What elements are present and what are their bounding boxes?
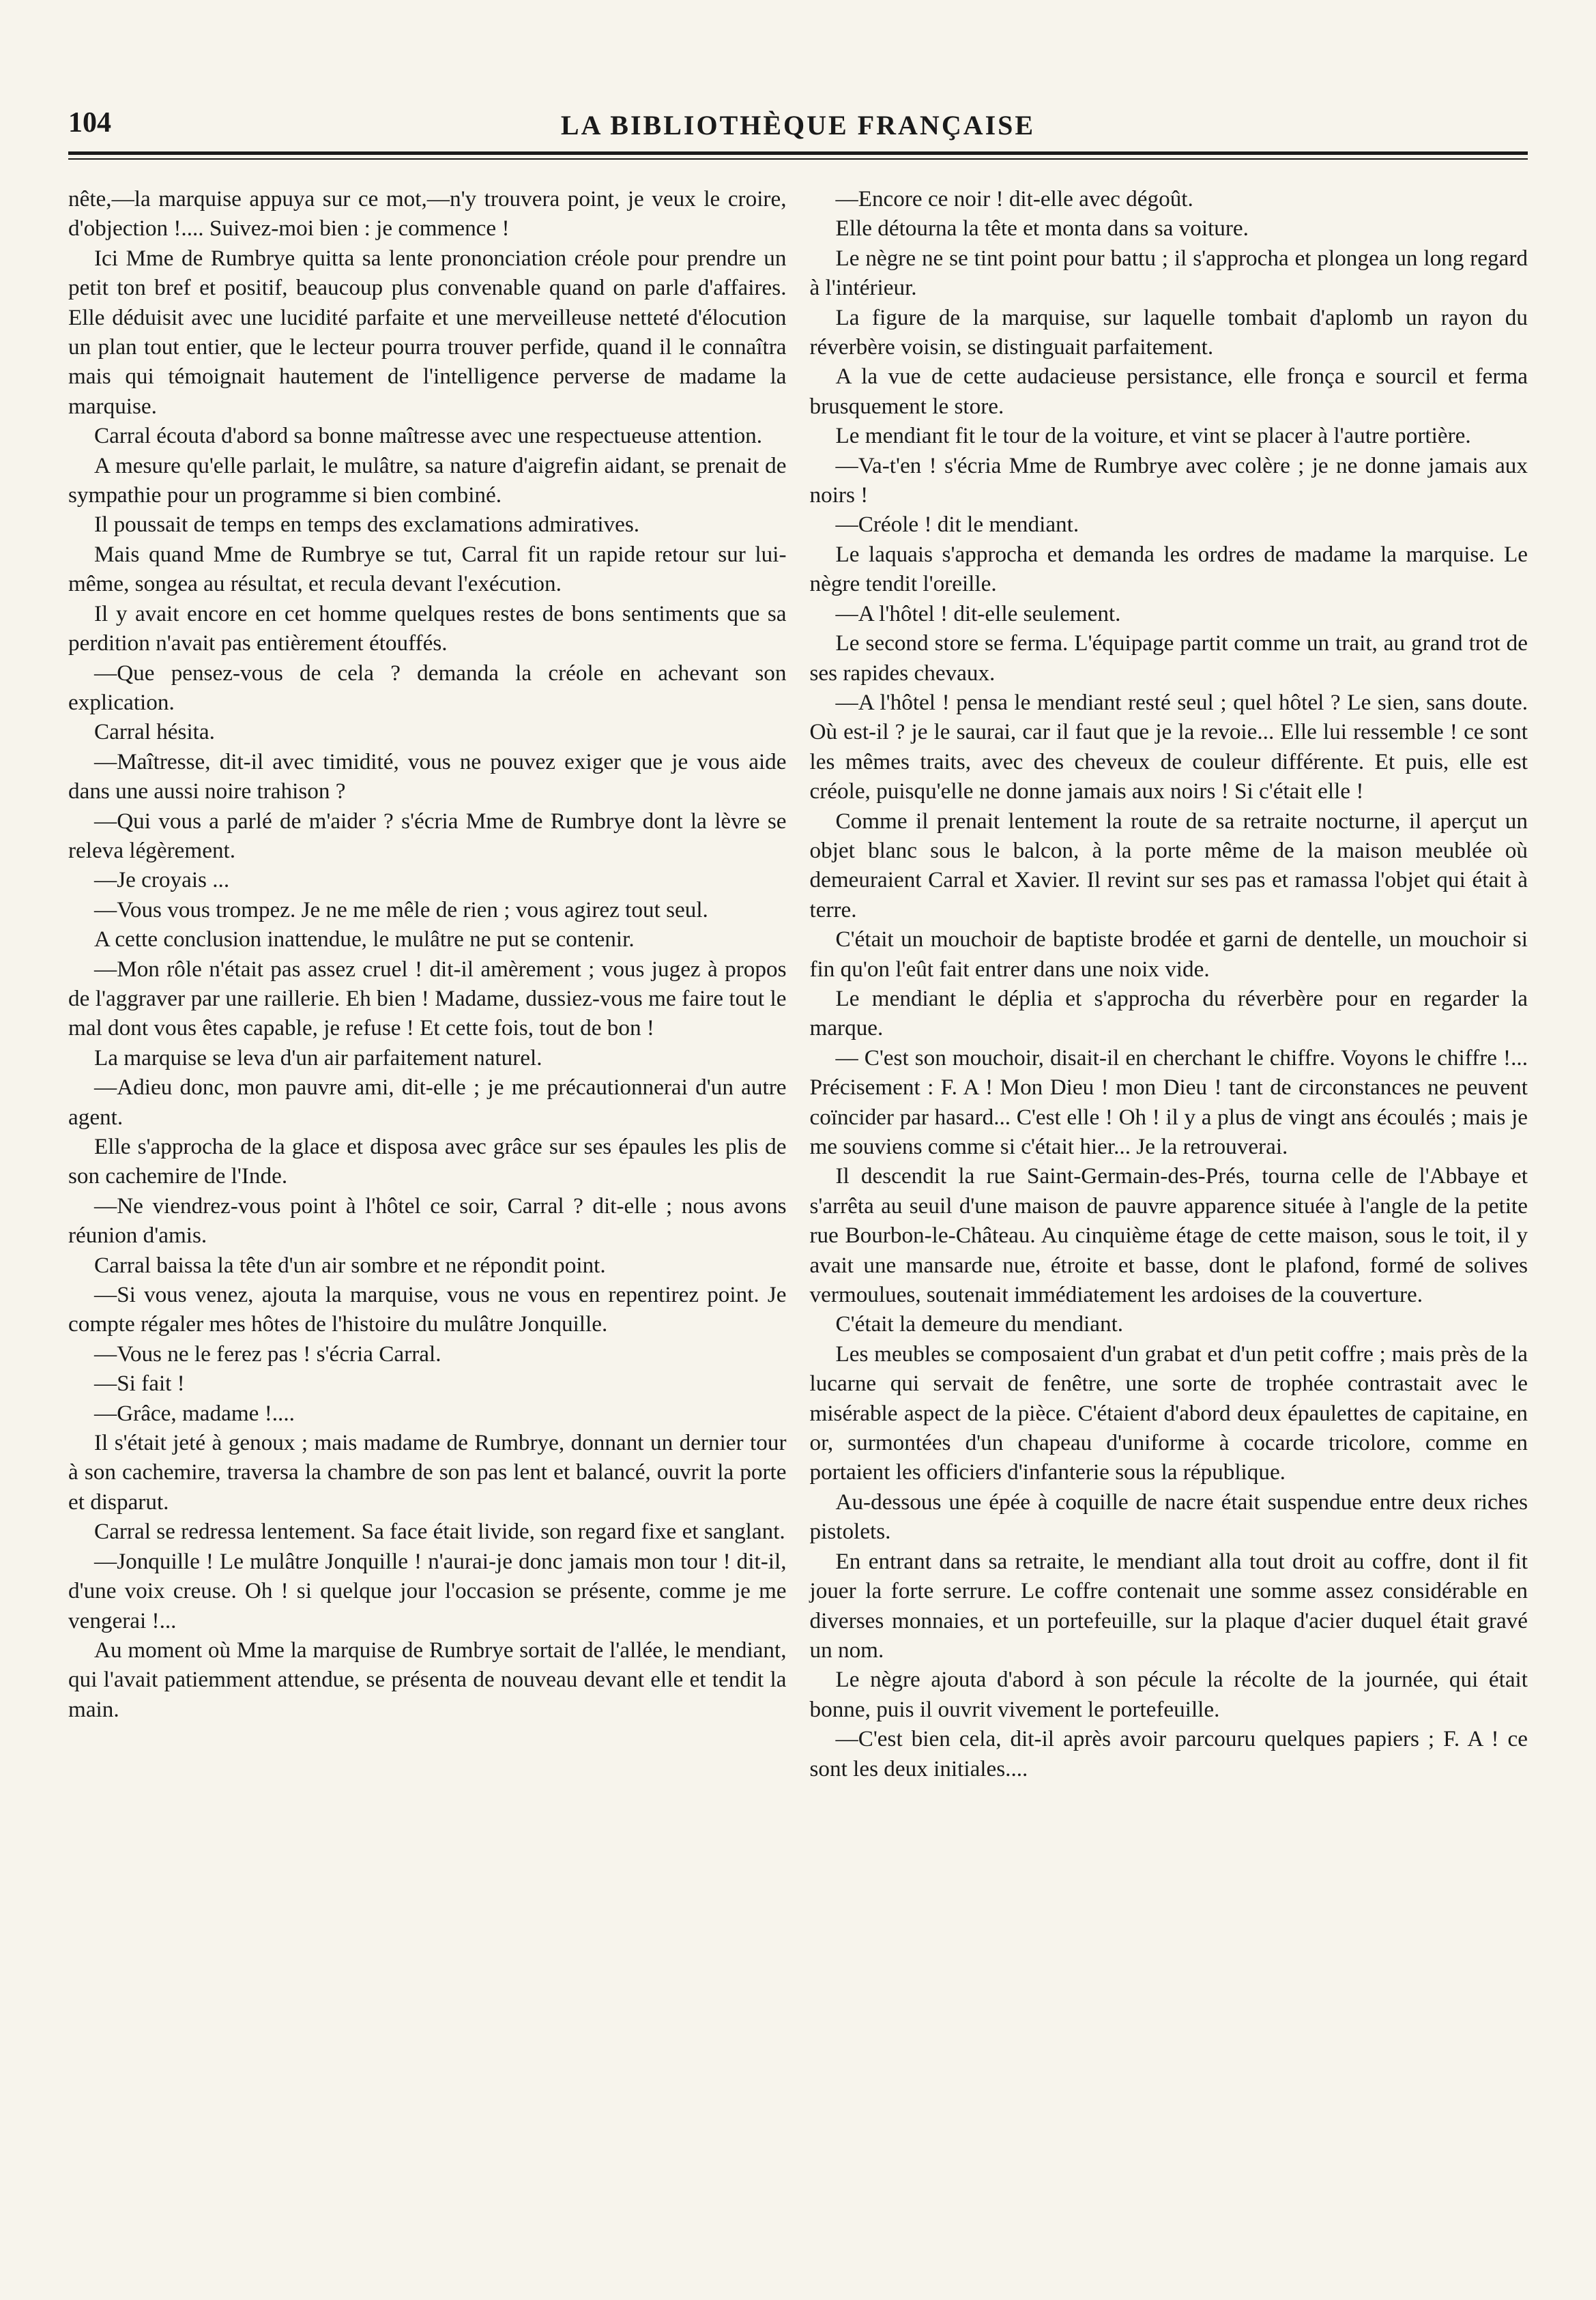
right-column — [810, 184, 1528, 1784]
paragraph: Comme il prenait lentement la route de sa retraite nocturne, il aperçut un objet blanc sous le balcon, à la porte même de la maison meublée où demeuraient Carral et Xavier. Il revint sur ses pas et ramassa l'objet qui était à terre. — [809, 808, 1528, 922]
paragraph: Carral hésita. — [94, 719, 215, 745]
paragraph: Le nègre ne se tint point pour battu ; il s'approcha et plongea un long regard à l'intérieur. — [809, 245, 1528, 301]
paragraph: Mais quand Mme de Rumbrye se tut, Carral fit un rapide retour sur lui-même, songea au résultat, et recula devant l'exécution. — [68, 541, 787, 597]
paragraph: —Je croyais ... — [94, 867, 230, 893]
paragraph: —Ne viendrez-vous point à l'hôtel ce soir, Carral ? dit-elle ; nous avons réunion d'amis. — [68, 1193, 787, 1249]
paragraph: —A l'hôtel ! pensa le mendiant resté seul ; quel hôtel ? Le sien, sans doute. Où est-il ? je le saurai, car il faut que je la revoie... Elle lui ressemble ! ce sont les mêmes traits, avec des cheveux de couleur différente. Et puis, elle est créole, puisqu'elle ne donne jamais aux noirs ! Si c'était elle ! — [809, 689, 1528, 804]
header-rule-thin — [68, 158, 1528, 160]
paragraph: —Adieu donc, mon pauvre ami, dit-elle ; je me précautionnerai d'un autre agent. — [68, 1075, 787, 1130]
paragraph: A mesure qu'elle parlait, le mulâtre, sa nature d'aigrefin aidant, se prenait de sympathie pour un programme si bien combiné. — [68, 452, 787, 508]
paragraph: —Mon rôle n'était pas assez cruel ! dit-il amèrement ; vous jugez à propos de l'aggraver par une raillerie. Eh bien ! Madame, dussiez-vous me faire tout le mal dont vous êtes capable, je refuse ! Et cette fois, tout de bon ! — [68, 956, 787, 1041]
paragraph: A la vue de cette audacieuse persistance, elle fronça e sourcil et ferma brusquement le store. — [809, 364, 1528, 419]
paragraph: —Vous vous trompez. Je ne me mêle de rien ; vous agirez tout seul. — [94, 897, 708, 922]
paragraph: Il y avait encore en cet homme quelques restes de bons sentiments que sa perdition n'avait pas entièrement étouffés. — [68, 600, 787, 656]
paragraph: Carral se redressa lentement. Sa face était livide, son regard fixe et sanglant. — [94, 1519, 785, 1545]
paragraph: Le mendiant le déplia et s'approcha du réverbère pour en regarder la marque. — [809, 985, 1528, 1041]
paragraph: nête,—la marquise appuya sur ce mot,—n'y trouvera point, je veux le croire, d'objection !.... Suivez-moi bien : je commence ! — [68, 186, 787, 242]
paragraph: A cette conclusion inattendue, le mulâtre ne put se contenir. — [94, 927, 635, 952]
paragraph: Les meubles se composaient d'un grabat et d'un petit coffre ; mais près de la lucarne qui servait de fenêtre, une sorte de trophée contrastait avec le misérable aspect de la pièce. C'étaient d'abord deux épaulettes de capitaine, en or, surmontées d'un chapeau d'uniforme à cocarde tricolore, comme en portaient les officiers d'infanterie sous la république. — [809, 1341, 1528, 1485]
paragraph: La figure de la marquise, sur laquelle tombait d'aplomb un rayon du réverbère voisin, se distinguait parfaitement. — [809, 304, 1528, 360]
paragraph: Le nègre ajouta d'abord à son pécule la récolte de la journée, qui était bonne, puis il ouvrit vivement le portefeuille. — [809, 1667, 1528, 1722]
paragraph: —Jonquille ! Le mulâtre Jonquille ! n'aurai-je donc jamais mon tour ! dit-il, d'une voix creuse. Oh ! si quelque jour l'occasion se présente, comme je me vengerai !... — [68, 1548, 787, 1633]
paragraph: La marquise se leva d'un air parfaitement naturel. — [94, 1045, 542, 1071]
paragraph: Ici Mme de Rumbrye quitta sa lente prononciation créole pour prendre un petit ton bref et positif, beaucoup plus convenable quand on parle d'affaires. Elle déduisit avec une lucidité parfaite et une merveilleuse netteté d'élocution un plan tout entier, que le lecteur pourra trouver perfide, quand il le connaîtra mais qui témoignait hautement de l'intelligence perverse de madame la marquise. — [68, 245, 787, 419]
paragraph: —Encore ce noir ! dit-elle avec dégoût. — [835, 186, 1193, 212]
paragraph: —Si vous venez, ajouta la marquise, vous ne vous en repentirez point. Je compte régaler mes hôtes de l'histoire du mulâtre Jonquille. — [68, 1282, 787, 1337]
paragraph: Le mendiant fit le tour de la voiture, et vint se placer à l'autre portière. — [835, 423, 1471, 449]
paragraph: Au moment où Mme la marquise de Rumbrye sortait de l'allée, le mendiant, qui l'avait patiemment attendue, se présenta de nouveau devant elle et tendit la main. — [68, 1637, 787, 1722]
paragraph: —Si fait ! — [94, 1371, 185, 1397]
page-number: 104 — [68, 107, 111, 139]
paragraph: En entrant dans sa retraite, le mendiant alla tout droit au coffre, dont il fit jouer la forte serrure. Le coffre contenait une somme assez considérable en diverses monnaies, et un portefeuille, sur la plaque d'acier duquel était gravé un nom. — [809, 1548, 1528, 1663]
paragraph: Il poussait de temps en temps des exclamations admiratives. — [94, 512, 640, 538]
page-header — [68, 102, 1528, 147]
paragraph: Carral baissa la tête d'un air sombre et ne répondit point. — [94, 1252, 606, 1278]
paragraph: Il s'était jeté à genoux ; mais madame de Rumbrye, donnant un dernier tour à son cachemire, traversa la chambre de son pas lent et balancé, ouvrit la porte et disparut. — [68, 1430, 787, 1515]
paragraph: Le second store se ferma. L'équipage partit comme un trait, au grand trot de ses rapides chevaux. — [809, 630, 1528, 686]
running-title: LA BIBLIOTHÈQUE FRANÇAISE — [560, 109, 1036, 141]
paragraph: — C'est son mouchoir, disait-il en cherchant le chiffre. Voyons le chiffre !... Précisement : F. A ! Mon Dieu ! mon Dieu ! tant de circonstances ne peuvent coïncider par hasard... C'est elle ! Oh ! il y a plus de vingt ans écoulés ; mais je me souviens comme si c'était hier... Je la retrouverai. — [809, 1045, 1528, 1159]
text-columns — [68, 184, 1528, 1784]
paragraph: —C'est bien cela, dit-il après avoir parcouru quelques papiers ; F. A ! ce sont les deux initiales.... — [809, 1726, 1528, 1781]
paragraph: —Va-t'en ! s'écria Mme de Rumbrye avec colère ; je ne donne jamais aux noirs ! — [809, 452, 1528, 508]
paragraph: C'était un mouchoir de baptiste brodée et garni de dentelle, un mouchoir si fin qu'on l'eût fait entrer dans une noix vide. — [809, 927, 1528, 982]
paragraph: Le laquais s'approcha et demanda les ordres de madame la marquise. Le nègre tendit l'oreille. — [809, 541, 1528, 597]
paragraph: —Maîtresse, dit-il avec timidité, vous ne pouvez exiger que je vous aide dans une aussi noire trahison ? — [68, 748, 787, 804]
paragraph: —Créole ! dit le mendiant. — [835, 512, 1079, 538]
header-rule-thick — [68, 151, 1528, 155]
paragraph: Au-dessous une épée à coquille de nacre était suspendue entre deux riches pistolets. — [809, 1489, 1528, 1545]
paragraph: Elle s'approcha de la glace et disposa avec grâce sur ses épaules les plis de son cachemire de l'Inde. — [68, 1134, 787, 1189]
paragraph: Il descendit la rue Saint-Germain-des-Prés, tourna celle de l'Abbaye et s'arrêta au seuil d'une maison de pauvre apparence située à l'angle de la petite rue Bourbon-le-Château. Au cinquième étage de cette maison, sous le toit, il y avait une mansarde nue, étroite et basse, dont le plafond, formé de solives vermoulues, soutenait immédiatement les ardoises de la couverture. — [809, 1163, 1528, 1308]
paragraph: —Vous ne le ferez pas ! s'écria Carral. — [94, 1341, 441, 1367]
paragraph: —Que pensez-vous de cela ? demanda la créole en achevant son explication. — [68, 660, 787, 715]
left-column — [68, 184, 787, 1784]
paragraph: —Grâce, madame !.... — [94, 1400, 295, 1426]
paragraph: Carral écouta d'abord sa bonne maîtresse avec une respectueuse attention. — [94, 423, 763, 449]
paragraph: —A l'hôtel ! dit-elle seulement. — [835, 600, 1121, 626]
paragraph: C'était la demeure du mendiant. — [835, 1311, 1124, 1337]
paragraph: —Qui vous a parlé de m'aider ? s'écria Mme de Rumbrye dont la lèvre se releva légèrement. — [68, 808, 787, 863]
paragraph: Elle détourna la tête et monta dans sa voiture. — [835, 216, 1249, 242]
